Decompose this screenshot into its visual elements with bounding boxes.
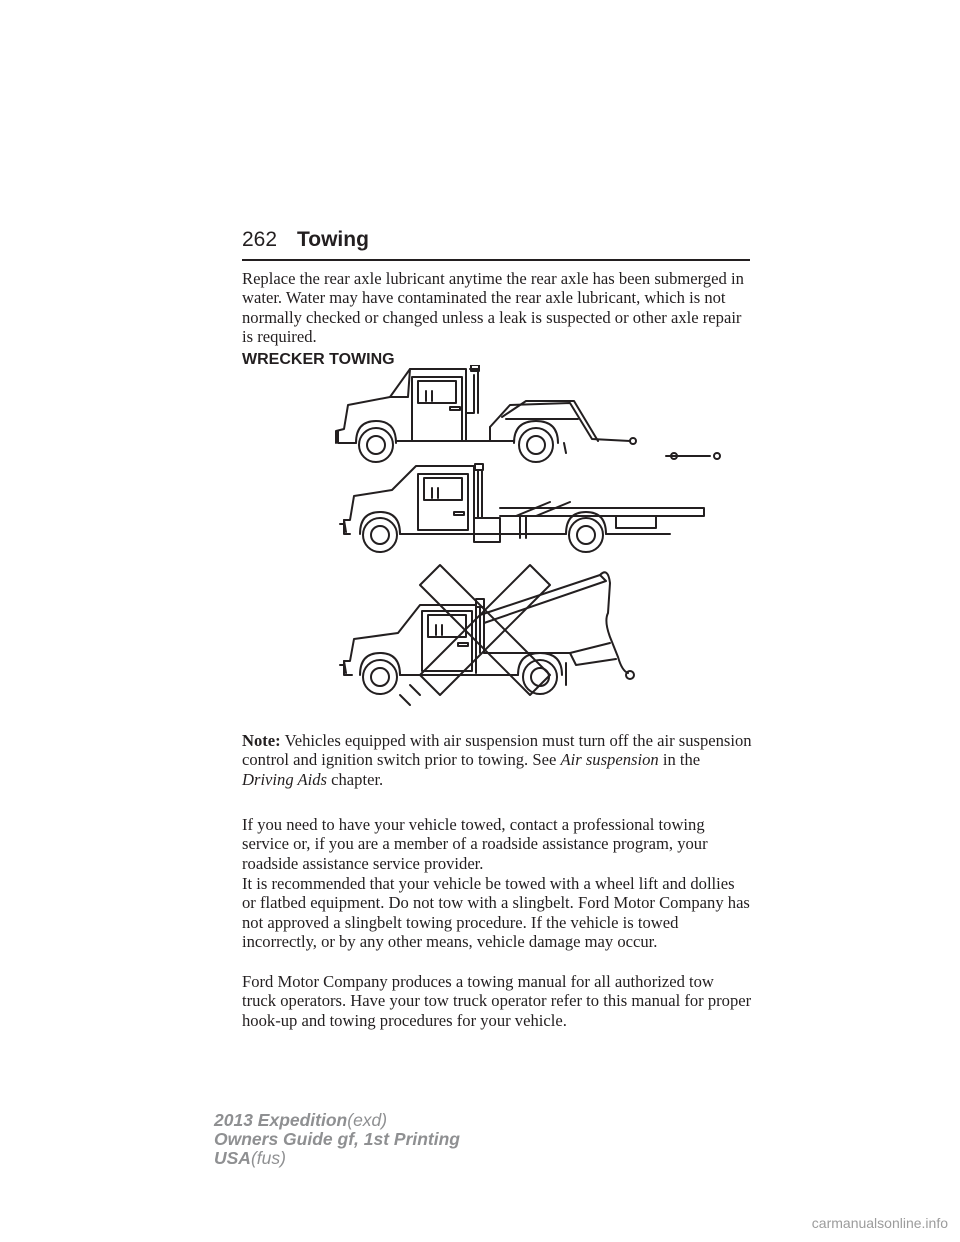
- driving-aids-reference: Driving Aids: [242, 769, 327, 789]
- wrecker-towing-heading: WRECKER TOWING: [242, 351, 395, 368]
- header-rule: [242, 259, 750, 261]
- watermark: carmanualsonline.info: [811, 1215, 948, 1231]
- paragraph-tow-service: If you need to have your vehicle towed, contact a professional towing service or, if you are a member of a roadside assistance program, your roadside assistance service provider.: [242, 815, 708, 873]
- paragraph-towing-manual: Ford Motor Company produces a towing manual for all authorized tow truck operators. Have your tow truck operator refer to this manual for proper hook-up and towing procedures for your vehicle.: [242, 972, 752, 1030]
- footer-imprint: 2013 Expedition(exd) Owners Guide gf, 1st Printing USA(fus): [214, 1110, 460, 1168]
- air-suspension-reference: Air suspension: [560, 750, 659, 770]
- flatbed-tow-truck-icon: [340, 464, 704, 552]
- section-title: Towing: [297, 228, 369, 251]
- note-paragraph: Note: Vehicles equipped with air suspension must turn off the air suspension control and ignition switch prior to towing. See Air suspension in the Driving Aids chapter.: [242, 731, 752, 789]
- paragraph-wheel-lift-recommendation: It is recommended that your vehicle be towed with a wheel lift and dollies or flatbed equipment. Do not tow with a slingbelt. Ford Motor Company has not approved a slingbelt towing procedure. If the vehicle is towed incorrectly, or by any other means, vehicle damage may occur.: [242, 874, 750, 952]
- slingbelt-tow-truck-crossed-out-icon: [340, 572, 634, 694]
- page-number: 262: [242, 228, 278, 251]
- intro-paragraph: Replace the rear axle lubricant anytime the rear axle has been submerged in water. Water may have contaminated the rear axle lubricant, which is not normally checked or changed unless a leak is suspected or other axle repair is required.: [242, 269, 744, 347]
- note-label: Note:: [242, 731, 281, 750]
- towing-figure: [330, 365, 730, 710]
- page-header: [242, 228, 750, 262]
- wheel-lift-tow-truck-icon: [336, 365, 720, 462]
